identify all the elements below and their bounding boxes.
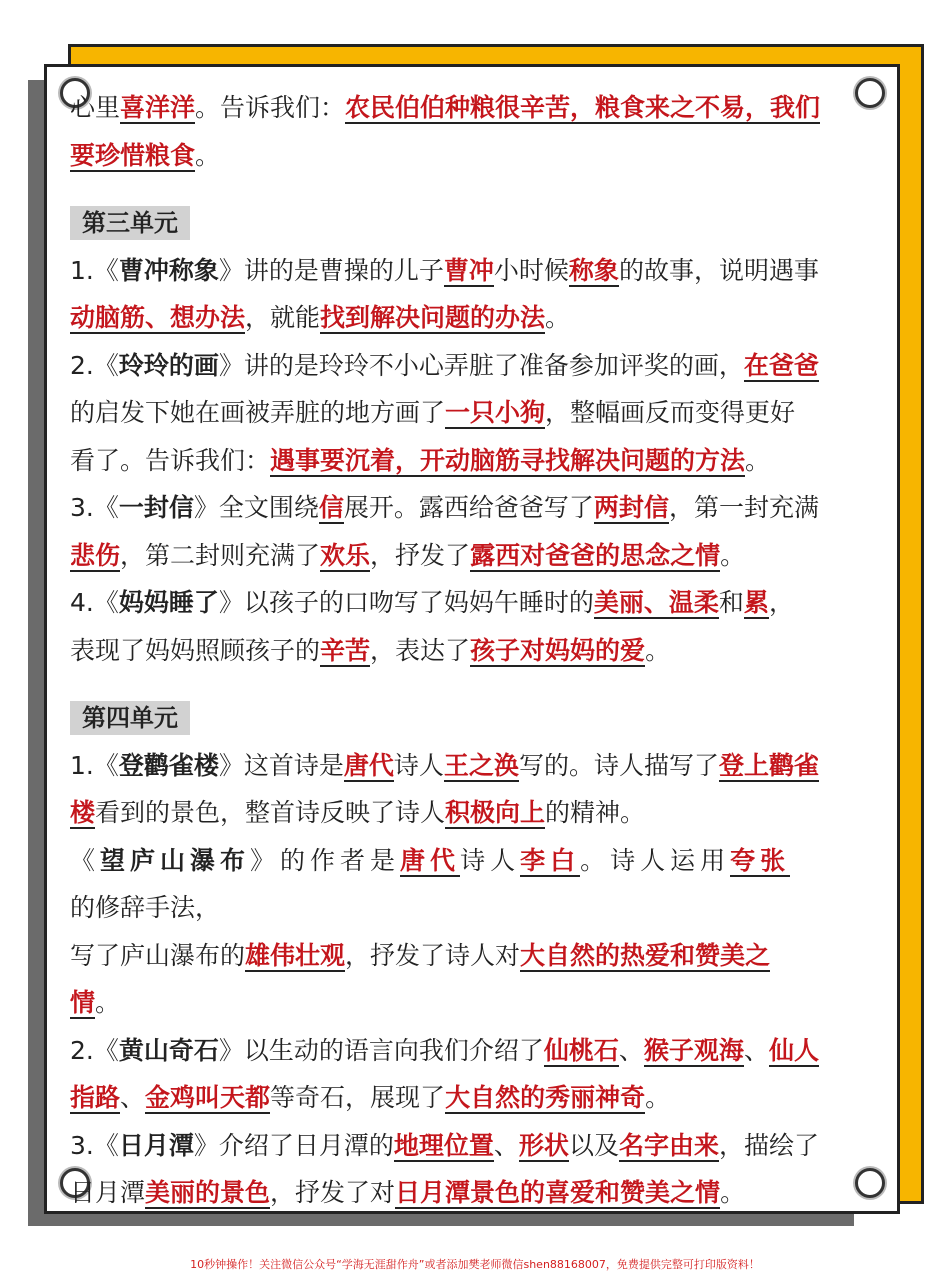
text-segment: 。 [720, 1178, 746, 1207]
text-segment: 诗人 [393, 750, 444, 780]
text-segment: 》讲的是曹操的儿子 [218, 255, 444, 285]
key-phrase: 指路 [70, 1083, 121, 1112]
key-phrase: 遇事要沉着，开动脑筋寻找解决问题的方法 [270, 445, 746, 475]
text-line [70, 884, 860, 932]
key-phrase: 大自然的秀丽神奇 [445, 1083, 646, 1112]
text-segment: 、 [493, 1130, 519, 1160]
text-segment: 写的。诗人描写了 [518, 750, 719, 780]
key-phrase: 王之涣 [443, 750, 519, 780]
text-line [70, 579, 860, 627]
text-segment: 。诗人运用 [580, 845, 731, 875]
text-segment: 》讲的是玲玲不小心弄脏了准备参加评奖的画， [218, 350, 744, 380]
text-line [70, 789, 860, 837]
key-phrase: 曹冲 [443, 255, 494, 285]
text-segment: 看了。告诉我们： [70, 445, 271, 475]
section-heading-unit4: 第四单元 [70, 701, 190, 735]
key-phrase: 积极向上 [445, 798, 546, 827]
key-phrase: 称象 [568, 255, 619, 285]
text-segment: 3.《 [70, 1130, 119, 1160]
text-line [70, 389, 860, 437]
lesson-title: 妈妈睡了 [118, 588, 219, 617]
text-segment: ，抒发了诗人对 [345, 940, 521, 970]
text-segment: 的故事，说明遇事 [618, 255, 819, 285]
text-segment: 以及 [568, 1130, 619, 1160]
key-phrase: 在爸爸 [743, 350, 819, 380]
key-phrase: 悲伤 [70, 540, 121, 570]
text-segment: 》全文围绕 [193, 493, 319, 522]
key-phrase: 辛苦 [320, 635, 371, 665]
text-segment: 。 [545, 303, 571, 332]
lesson-title: 曹冲称象 [118, 255, 219, 285]
text-segment: 《 [70, 845, 101, 875]
text-segment: 》以孩子的口吻写了妈妈午睡时的 [218, 588, 594, 617]
text-segment: 。 [645, 1083, 671, 1112]
text-segment: 、 [743, 1035, 769, 1065]
text-segment: 展开。露西给爸爸写了 [343, 493, 594, 522]
text-segment: ，第二封则充满了 [120, 540, 321, 570]
lesson-title: 望庐山瀑布 [100, 845, 251, 875]
lesson-title: 一封信 [118, 493, 194, 522]
text-segment: 4.《 [70, 588, 119, 617]
text-line [70, 342, 860, 390]
text-line [70, 979, 860, 1027]
text-segment: 小时候 [493, 255, 569, 285]
text-line [70, 932, 860, 980]
key-phrase: 李白 [520, 845, 581, 875]
key-phrase: 日月潭景色的喜爱和赞美之情 [395, 1178, 721, 1207]
text-line [70, 1074, 860, 1122]
text-line [70, 532, 860, 580]
text-line [70, 437, 860, 485]
text-segment: 表现了妈妈照顾孩子的 [70, 635, 321, 665]
key-phrase: 累 [743, 588, 769, 617]
key-phrase: 雄伟壮观 [245, 940, 346, 970]
text-line [70, 627, 860, 675]
text-segment: 日月潭 [70, 1178, 146, 1207]
key-phrase: 要珍惜粮食 [70, 140, 196, 170]
key-phrase: 仙人 [768, 1035, 819, 1065]
text-segment: 的修辞手法， [70, 893, 221, 922]
text-segment: ，第一封充满 [668, 493, 819, 522]
text-segment: 》介绍了日月潭的 [193, 1130, 394, 1160]
key-phrase: 找到解决问题的办法 [320, 303, 546, 332]
text-segment: 。 [745, 445, 771, 475]
lesson-title: 日月潭 [118, 1130, 194, 1160]
text-line [70, 132, 860, 180]
key-phrase: 喜洋洋 [120, 93, 196, 122]
text-line [70, 1027, 860, 1075]
text-segment: 看到的景色，整首诗反映了诗人 [95, 798, 446, 827]
key-phrase: 一只小狗 [445, 398, 546, 427]
text-segment: 。 [195, 140, 221, 170]
text-line [70, 1122, 860, 1170]
text-segment: 。告诉我们： [195, 93, 346, 122]
text-segment: 。 [95, 988, 121, 1017]
text-segment: 写了庐山瀑布的 [70, 940, 246, 970]
key-phrase: 情 [70, 988, 96, 1017]
text-segment: ，整幅画反而变得更好 [545, 398, 796, 427]
key-phrase: 动脑筋、想办法 [70, 303, 246, 332]
key-phrase: 登上鹳雀 [718, 750, 819, 780]
key-phrase: 金鸡叫天都 [145, 1083, 271, 1112]
text-segment: 》的作者是 [250, 845, 401, 875]
text-segment: 、 [618, 1035, 644, 1065]
key-phrase: 美丽、温柔 [593, 588, 719, 617]
key-phrase: 唐代 [343, 750, 394, 780]
text-segment: 1.《 [70, 255, 119, 285]
key-phrase: 地理位置 [393, 1130, 494, 1160]
text-segment: 和 [718, 588, 744, 617]
key-phrase: 孩子对妈妈的爱 [470, 635, 646, 665]
text-line [70, 1169, 860, 1217]
text-line [70, 484, 860, 532]
text-segment: ，抒发了对 [270, 1178, 396, 1207]
study-notes [70, 84, 860, 1217]
section-heading-unit3: 第三单元 [70, 206, 190, 240]
key-phrase: 仙桃石 [543, 1035, 619, 1065]
key-phrase: 美丽的景色 [145, 1178, 271, 1207]
key-phrase: 两封信 [593, 493, 669, 522]
text-segment: 2.《 [70, 350, 119, 380]
text-segment: 诗人 [460, 845, 521, 875]
key-phrase: 名字由来 [618, 1130, 719, 1160]
key-phrase: 夸张 [730, 845, 791, 875]
text-segment: 。 [645, 635, 671, 665]
text-line [70, 742, 860, 790]
text-segment: 等奇石，展现了 [270, 1083, 446, 1112]
key-phrase: 唐代 [400, 845, 461, 875]
key-phrase: 大自然的热爱和赞美之 [520, 940, 771, 970]
text-segment: ， [768, 588, 794, 617]
footer-promo-text: 10秒钟操作！关注微信公众号“学海无涯甜作舟”或者添加樊老师微信shen88168007，免费提供完整可打印版资料！ [190, 1258, 760, 1271]
text-segment: 、 [120, 1083, 146, 1112]
lesson-title: 登鹳雀楼 [118, 750, 219, 780]
text-segment: 。 [720, 540, 746, 570]
text-segment: 》这首诗是 [218, 750, 344, 780]
text-segment: 1.《 [70, 750, 119, 780]
lesson-title: 玲玲的画 [118, 350, 219, 380]
key-phrase: 露西对爸爸的思念之情 [470, 540, 721, 570]
text-segment: 的精神。 [545, 798, 646, 827]
key-phrase: 信 [318, 493, 344, 522]
text-segment: ，描绘了 [718, 1130, 819, 1160]
text-line [70, 84, 860, 132]
text-segment: 3.《 [70, 493, 119, 522]
key-phrase: 猴子观海 [643, 1035, 744, 1065]
text-line [70, 247, 860, 295]
text-segment: 》以生动的语言向我们介绍了 [218, 1035, 544, 1065]
text-segment: ，就能 [245, 303, 321, 332]
text-line [70, 837, 860, 885]
text-segment: ，抒发了 [370, 540, 471, 570]
text-segment: 2.《 [70, 1035, 119, 1065]
key-phrase: 形状 [518, 1130, 569, 1160]
lesson-title: 黄山奇石 [118, 1035, 219, 1065]
key-phrase: 楼 [70, 798, 96, 827]
text-segment: 心里 [70, 93, 121, 122]
text-segment: ，表达了 [370, 635, 471, 665]
key-phrase: 农民伯伯种粮很辛苦，粮食来之不易，我们 [345, 93, 821, 122]
text-line [70, 294, 860, 342]
key-phrase: 欢乐 [320, 540, 371, 570]
text-segment: 的启发下她在画被弄脏的地方画了 [70, 398, 446, 427]
